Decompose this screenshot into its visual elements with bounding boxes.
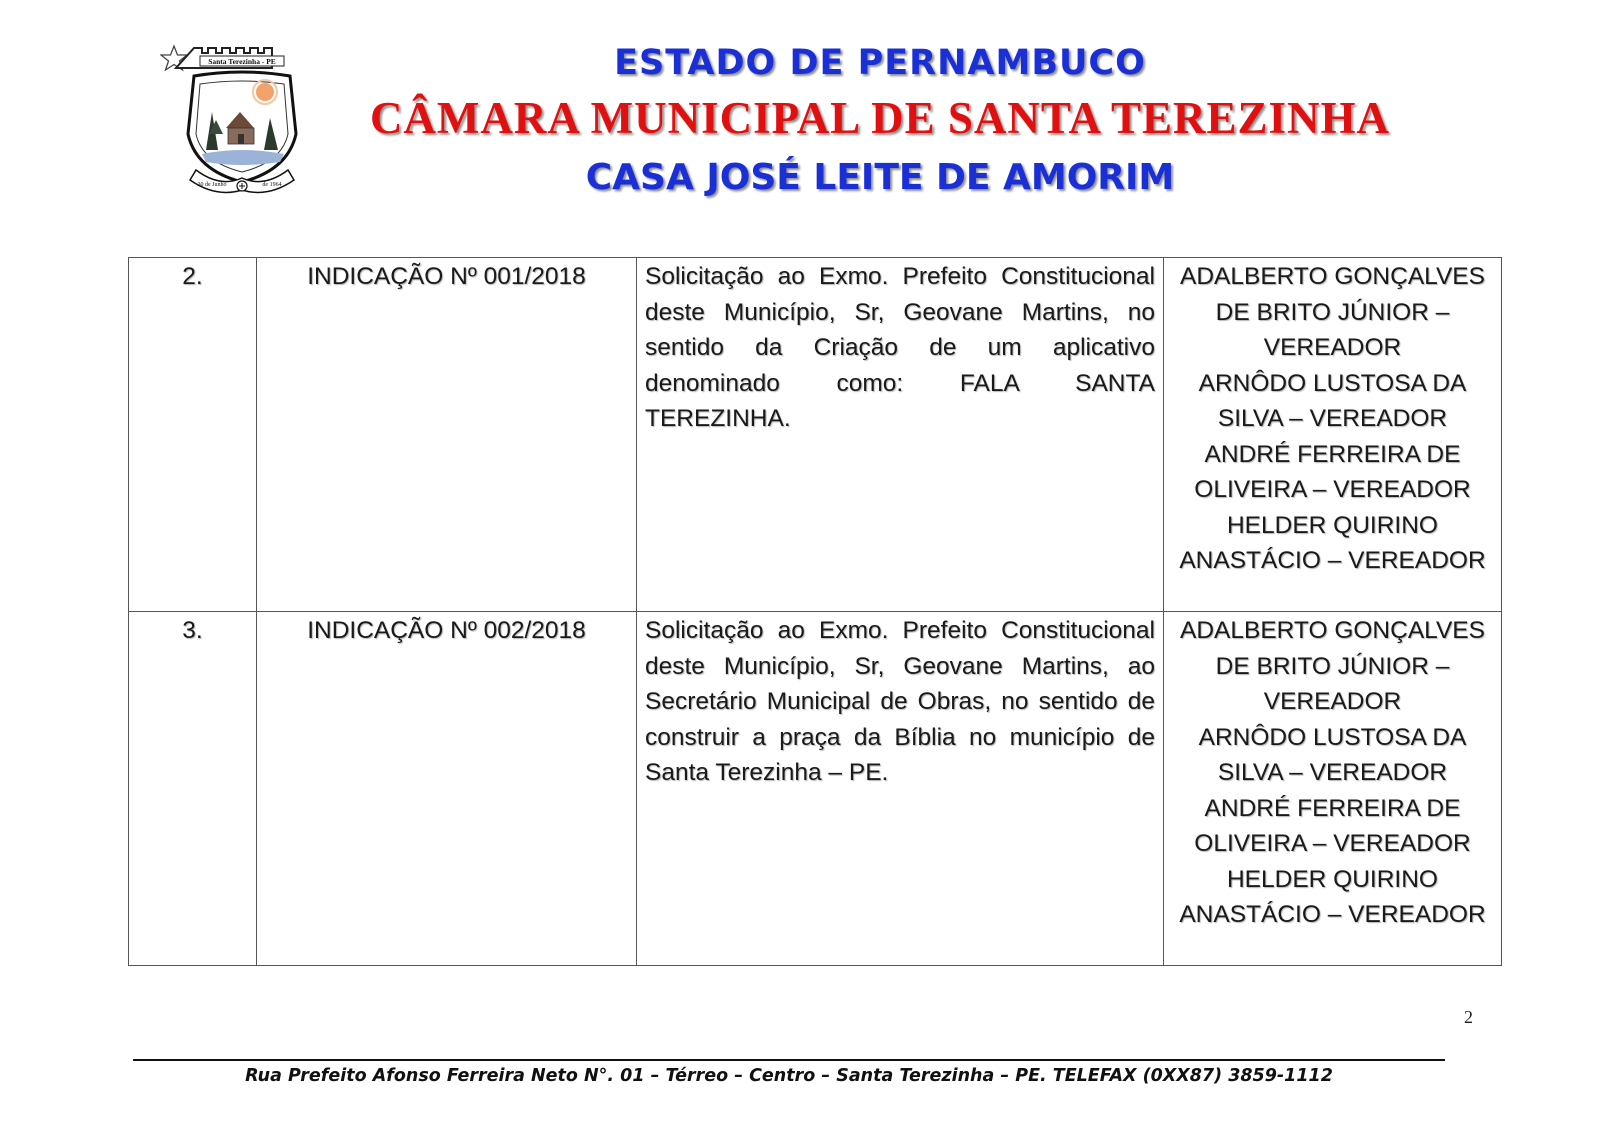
footer-divider	[133, 1059, 1445, 1061]
author-entry: ANDRÉ FERREIRA DE OLIVEIRA – VEREADOR	[1194, 794, 1471, 857]
author-entry: ARNÔDO LUSTOSA DA SILVA – VEREADOR	[1198, 723, 1467, 786]
table-row	[129, 612, 1502, 966]
page-number: 2	[1464, 1007, 1473, 1027]
author-entry: ARNÔDO LUSTOSA DA SILVA – VEREADOR	[1198, 369, 1467, 432]
municipal-crest	[160, 42, 310, 202]
document-header	[320, 38, 1440, 208]
crest-ribbon-left: 30 de Junho	[197, 182, 227, 188]
indication-authors	[1164, 612, 1502, 966]
crest-ribbon-right: de 1964	[262, 182, 282, 188]
author-entry: HELDER QUIRINO ANASTÁCIO – VEREADOR	[1179, 865, 1486, 928]
author-entry: HELDER QUIRINO ANASTÁCIO – VEREADOR	[1179, 511, 1486, 574]
indication-type: INDICAÇÃO Nº 002/2018	[257, 612, 637, 966]
footer-address: Rua Prefeito Afonso Ferreira Neto N°. 01 – Térreo – Centro – Santa Terezinha – PE. TELEFAX (0XX87) 3859-1112	[245, 1066, 1333, 1086]
chamber-title: CÂMARA MUNICIPAL DE SANTA TEREZINHA	[369, 93, 1391, 143]
table-row	[129, 258, 1502, 612]
state-title: ESTADO DE PERNAMBUCO	[614, 43, 1146, 83]
author-entry: ANDRÉ FERREIRA DE OLIVEIRA – VEREADOR	[1194, 440, 1471, 503]
row-number: 3.	[129, 612, 257, 966]
indication-table	[128, 257, 1502, 966]
author-entry: ADALBERTO GONÇALVES DE BRITO JÚNIOR – VEREADOR	[1180, 263, 1485, 361]
indication-description: Solicitação ao Exmo. Prefeito Constitucional deste Município, Sr, Geovane Martins, no sentido da Criação de um aplicativo denominado como: FALA SANTA TEREZINHA.	[637, 258, 1164, 612]
house-title: CASA JOSÉ LEITE DE AMORIM	[585, 157, 1175, 198]
indication-description: Solicitação ao Exmo. Prefeito Constitucional deste Município, Sr, Geovane Martins, ao Secretário Municipal de Obras, no sentido de construir a praça da Bíblia no município de Santa Terezinha – PE.	[637, 612, 1164, 966]
indication-type: INDICAÇÃO Nº 001/2018	[257, 258, 637, 612]
author-entry: ADALBERTO GONÇALVES DE BRITO JÚNIOR – VEREADOR	[1180, 617, 1485, 715]
row-number: 2.	[129, 258, 257, 612]
indication-authors	[1164, 258, 1502, 612]
crest-banner-text: Santa Terezinha - PE	[208, 57, 276, 66]
